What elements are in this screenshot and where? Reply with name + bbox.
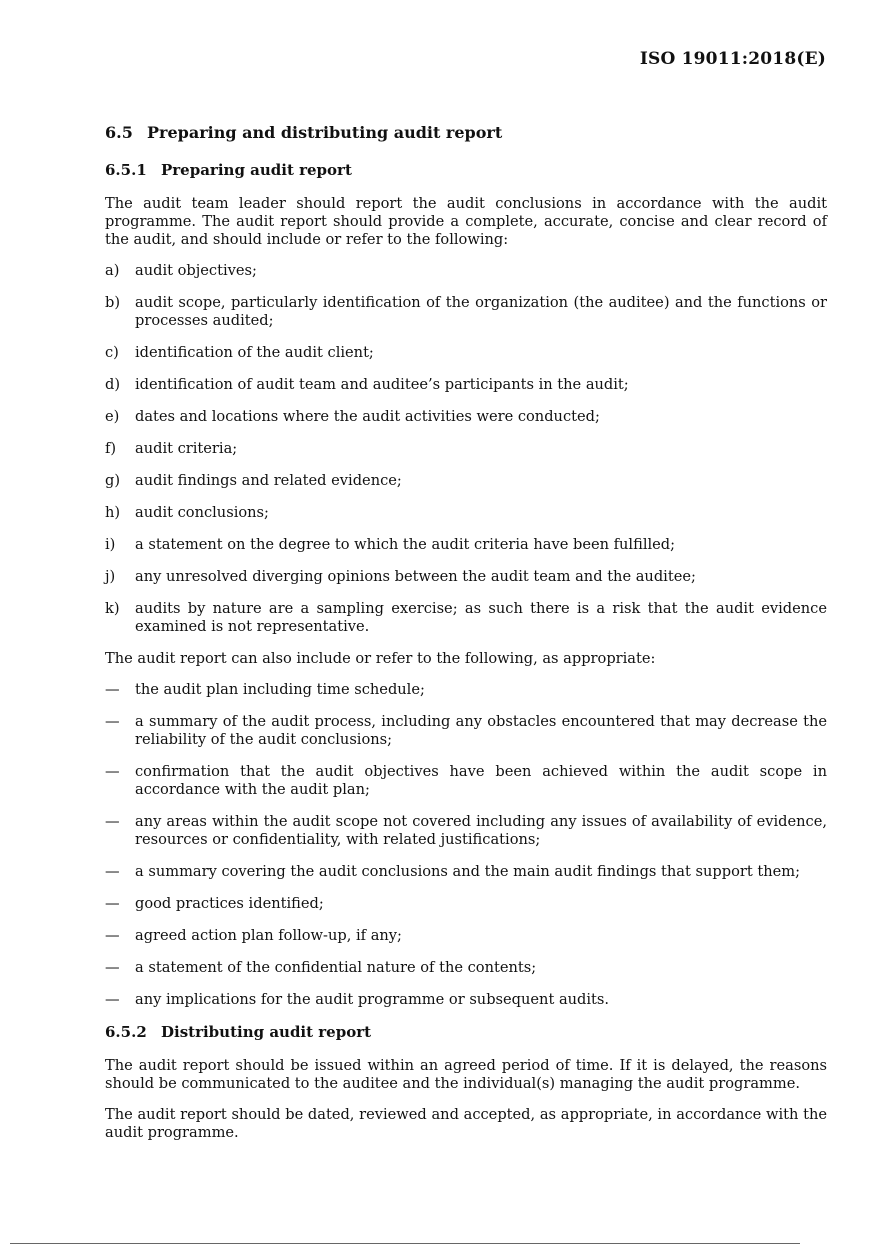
list-text: a statement on the degree to which the audit criteria have been fulfilled; — [135, 536, 676, 553]
list-marker: g) — [105, 472, 121, 489]
list-text: a summary covering the audit conclusions and the main audit findings that support them; — [135, 863, 800, 880]
section-number: 6.5 — [105, 123, 133, 142]
list-text: the audit plan including time schedule; — [135, 681, 425, 698]
list-marker: d) — [105, 376, 121, 393]
list-item — [105, 262, 827, 280]
paragraph: The audit report should be issued within an agreed period of time. If it is delayed, the reasons should be communicated to the auditee and the individual(s) managing the audit programme. — [105, 1057, 827, 1092]
dash-list — [105, 681, 827, 1009]
list-text: audits by nature are a sampling exercise; as such there is a risk that the audit evidence examined is not representative. — [135, 600, 827, 635]
list-marker: — — [105, 991, 120, 1008]
list-text: audit criteria; — [135, 440, 238, 457]
paragraph: The audit team leader should report the audit conclusions in accordance with the audit programme. The audit report should provide a complete, accurate, concise and clear record of the audit, and should include or refer to the following: — [105, 195, 827, 248]
list-item — [105, 408, 827, 426]
subsection-number: 6.5.2 — [105, 1023, 147, 1041]
list-item — [105, 991, 827, 1009]
footer-divider — [10, 1243, 800, 1244]
section-heading — [105, 124, 827, 142]
list-marker: j) — [105, 568, 116, 585]
list-marker: b) — [105, 294, 121, 311]
subsection-number: 6.5.1 — [105, 161, 147, 179]
paragraph: The audit report can also include or refer to the following, as appropriate: — [105, 650, 656, 667]
list-text: a statement of the confidential nature of the contents; — [135, 959, 537, 976]
list-text: any areas within the audit scope not covered including any issues of availability of evidence, resources or confidentiality, with related justifications; — [135, 813, 827, 848]
subsection-title: Distributing audit report — [161, 1023, 372, 1041]
list-text: any implications for the audit programme or subsequent audits. — [135, 991, 610, 1008]
list-item — [105, 927, 827, 945]
list-marker: — — [105, 681, 120, 698]
list-text: audit objectives; — [135, 262, 257, 279]
list-text: audit scope, particularly identification of the organization (the auditee) and the functions or processes audited; — [135, 294, 827, 329]
subsection-heading-distributing — [105, 1023, 827, 1041]
list-marker: — — [105, 959, 120, 976]
list-item — [105, 713, 827, 749]
page-content — [105, 124, 827, 1155]
list-text: a summary of the audit process, including any obstacles encountered that may decrease the reliability of the audit conclusions; — [135, 713, 827, 748]
list-marker: i) — [105, 536, 116, 553]
list-marker: f) — [105, 440, 117, 457]
list-item — [105, 813, 827, 849]
section-title: Preparing and distributing audit report — [147, 123, 503, 142]
list-marker: — — [105, 713, 120, 730]
list-marker: — — [105, 863, 120, 880]
list-item — [105, 376, 827, 394]
list-text: audit findings and related evidence; — [135, 472, 402, 489]
list-marker: a) — [105, 262, 120, 279]
list-marker: — — [105, 763, 120, 780]
list-item — [105, 895, 827, 913]
list-item — [105, 763, 827, 799]
content-list — [105, 262, 827, 636]
list-item — [105, 536, 827, 554]
list-marker: c) — [105, 344, 119, 361]
list-marker: e) — [105, 408, 120, 425]
list-item — [105, 600, 827, 636]
list-text: dates and locations where the audit activities were conducted; — [135, 408, 600, 425]
list-item — [105, 472, 827, 490]
document-id: ISO 19011:2018(E) — [639, 49, 826, 69]
list-item — [105, 863, 827, 881]
list-item — [105, 959, 827, 977]
subsection-heading-preparing — [105, 161, 827, 179]
list-marker: h) — [105, 504, 121, 521]
list-item — [105, 568, 827, 586]
list-marker: — — [105, 895, 120, 912]
list-item — [105, 504, 827, 522]
list-marker: — — [105, 813, 120, 830]
list-text: identification of audit team and auditee’s participants in the audit; — [135, 376, 629, 393]
paragraph: The audit report should be dated, reviewed and accepted, as appropriate, in accordance with the audit programme. — [105, 1106, 827, 1141]
list-marker: k) — [105, 600, 120, 617]
list-text: any unresolved diverging opinions between the audit team and the auditee; — [135, 568, 696, 585]
list-text: identification of the audit client; — [135, 344, 374, 361]
list-text: confirmation that the audit objectives have been achieved within the audit scope in accordance with the audit plan; — [135, 763, 827, 798]
list-item — [105, 440, 827, 458]
list-item — [105, 344, 827, 362]
list-text: good practices identified; — [135, 895, 324, 912]
list-text: agreed action plan follow-up, if any; — [135, 927, 402, 944]
list-item — [105, 294, 827, 330]
list-item — [105, 681, 827, 699]
subsection-title: Preparing audit report — [161, 161, 352, 179]
list-text: audit conclusions; — [135, 504, 269, 521]
list-marker: — — [105, 927, 120, 944]
